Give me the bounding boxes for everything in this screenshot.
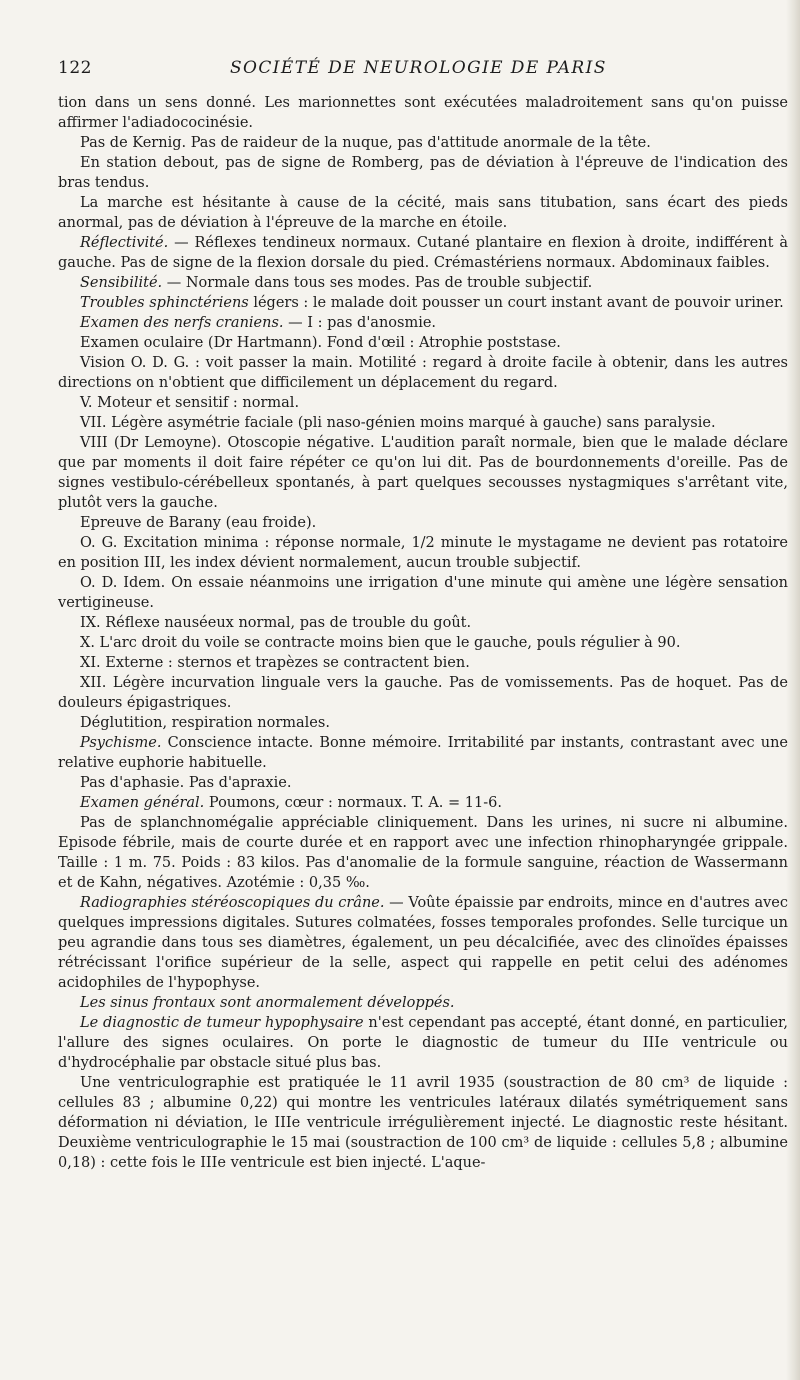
paragraph: [58, 413, 788, 433]
paragraph: [58, 653, 788, 673]
paragraph: [58, 773, 788, 793]
paragraph: [58, 133, 788, 153]
paragraph-lead: Examen des nerfs craniens.: [80, 315, 284, 331]
paragraph: [58, 573, 788, 613]
paragraph-text: IX. Réflexe nauséeux normal, pas de trouble du goût.: [80, 615, 472, 631]
paragraph-text: Une ventriculographie est pratiquée le 11 avril 1935 (soustraction de 80 cm³ de liquide : cellules 83 ; albumine 0,22) qui montre les ventricules latéraux dilatés symétriquement sans déformation ni déviation, le IIIe ventricule irrégulièrement injecté. Le diagnostic reste hésitant. Deuxième ventriculographie le 15 mai (soustraction de 100 cm³ de liquide : cellules 5,8 ; albumine 0,18) : cette fois le IIIe ventricule est bien injecté. L'aque-: [58, 1075, 788, 1171]
paragraph-text: Examen oculaire (Dr Hartmann). Fond d'œil : Atrophie poststase.: [80, 335, 561, 351]
paragraph-lead: Radiographies stéréoscopiques du crâne.: [80, 895, 385, 911]
paragraph-text: V. Moteur et sensitif : normal.: [80, 395, 300, 411]
page-number: 122: [58, 58, 92, 78]
paragraph-text: Conscience intacte. Bonne mémoire. Irritabilité par instants, contrastant avec une relative euphorie habituelle.: [58, 735, 788, 771]
paragraph: [58, 673, 788, 713]
paragraph-text: Pas d'aphasie. Pas d'apraxie.: [80, 775, 292, 791]
paragraph: [58, 353, 788, 393]
paragraph: [58, 333, 788, 353]
paragraph: [58, 733, 788, 773]
paragraph: [58, 433, 788, 513]
paragraph-lead: Psychisme.: [80, 735, 162, 751]
paragraph-text: La marche est hésitante à cause de la cécité, mais sans titubation, sans écart des pieds anormal, pas de déviation à l'épreuve de la marche en étoile.: [58, 195, 788, 231]
paragraph-text: X. L'arc droit du voile se contracte moins bien que le gauche, pouls régulier à 90.: [80, 635, 681, 651]
paragraph: [58, 513, 788, 533]
paragraph-text: VIII (Dr Lemoyne). Otoscopie négative. L'audition paraît normale, bien que le malade déclare que par moments il doit faire répéter ce qu'on lui dit. Pas de bourdonnements d'oreille. Pas de signes vestibulo-cérébelleux spontanés, à part quelques secousses nystagmiques s'arrêtant vite, plutôt vers la gauche.: [58, 435, 788, 511]
paragraph-text: — Voûte épaissie par endroits, mince en d'autres avec quelques impressions digitales. Sutures colmatées, fosses temporales profondes. Selle turcique un peu agrandie dans tous ses diamètres, également, un peu décalcifiée, avec des clinoïdes épaisses rétrécissant l'orifice supérieur de la selle, aspect qui rappelle en petit celui des adénomes acidophiles de l'hypophyse.: [58, 895, 788, 991]
paragraph: [58, 313, 788, 333]
paragraph: [58, 153, 788, 193]
running-title: SOCIÉTÉ DE NEUROLOGIE DE PARIS: [230, 58, 607, 78]
paragraph-text: XII. Légère incurvation linguale vers la gauche. Pas de vomissements. Pas de hoquet. Pas de douleurs épigastriques.: [58, 675, 788, 711]
paragraph-lead: Les sinus frontaux sont anormalement développés.: [80, 995, 455, 1011]
paragraph: [58, 633, 788, 653]
page-header: [58, 58, 780, 84]
paragraph: [58, 613, 788, 633]
paragraph-text: Pas de Kernig. Pas de raideur de la nuque, pas d'attitude anormale de la tête.: [80, 135, 651, 151]
paragraph-text: Pas de splanchnomégalie appréciable cliniquement. Dans les urines, ni sucre ni albumine. Episode fébrile, mais de courte durée et en rapport avec une infection rhinopharyngée grippale. Taille : 1 m. 75. Poids : 83 kilos. Pas d'anomalie de la formule sanguine, réaction de Wassermann et de Kahn, négatives. Azotémie : 0,35 ‰.: [58, 815, 788, 891]
body-text: [58, 93, 788, 1173]
paragraph: [58, 273, 788, 293]
paragraph-lead: Sensibilité.: [80, 275, 163, 291]
paragraph: [58, 233, 788, 273]
page-edge-shadow: [786, 0, 800, 1380]
paragraph: [58, 1013, 788, 1073]
paragraph-lead: Troubles sphinctériens: [80, 295, 249, 311]
paragraph-text: O. D. Idem. On essaie néanmoins une irrigation d'une minute qui amène une légère sensation vertigineuse.: [58, 575, 788, 611]
paragraph-lead: Le diagnostic de tumeur hypophysaire: [80, 1015, 364, 1031]
paragraph-text: XI. Externe : sternos et trapèzes se contractent bien.: [80, 655, 470, 671]
paragraph: [58, 993, 788, 1013]
paragraph: [58, 193, 788, 233]
paragraph-text: En station debout, pas de signe de Romberg, pas de déviation à l'épreuve de l'indication des bras tendus.: [58, 155, 788, 191]
paragraph: [58, 793, 788, 813]
paragraph: [58, 93, 788, 133]
paragraph: [58, 393, 788, 413]
paragraph-lead: Examen général.: [80, 795, 205, 811]
paragraph: [58, 813, 788, 893]
paragraph-text: VII. Légère asymétrie faciale (pli naso-génien moins marqué à gauche) sans paralysie.: [80, 415, 716, 431]
paragraph: [58, 293, 788, 313]
paragraph-text: — Réflexes tendineux normaux. Cutané plantaire en flexion à droite, indifférent à gauche. Pas de signe de la flexion dorsale du pied. Crémastériens normaux. Abdominaux faibles.: [58, 235, 788, 271]
paragraph-text: Déglutition, respiration normales.: [80, 715, 330, 731]
paragraph: [58, 893, 788, 993]
paragraph: [58, 533, 788, 573]
paragraph-text: — Normale dans tous ses modes. Pas de trouble subjectif.: [162, 275, 593, 291]
paragraph-text: — I : pas d'anosmie.: [283, 315, 437, 331]
paragraph: [58, 713, 788, 733]
paragraph-text: tion dans un sens donné. Les marionnettes sont exécutées maladroitement sans qu'on puisse affirmer l'adiadococinésie.: [58, 95, 788, 131]
paragraph-text: Vision O. D. G. : voit passer la main. Motilité : regard à droite facile à obtenir, dans les autres directions on n'obtient que difficilement un déplacement du regard.: [58, 355, 788, 391]
paragraph-text: Epreuve de Barany (eau froide).: [80, 515, 317, 531]
paragraph-text: légers : le malade doit pousser un court instant avant de pouvoir uriner.: [248, 295, 784, 311]
paragraph: [58, 1073, 788, 1173]
paragraph-text: Poumons, cœur : normaux. T. A. = 11-6.: [204, 795, 502, 811]
paragraph-text: O. G. Excitation minima : réponse normale, 1/2 minute le mystagame ne devient pas rotatoire en position III, les index dévient normalement, aucun trouble subjectif.: [58, 535, 788, 571]
paragraph-text: n'est cependant pas accepté, étant donné, en particulier, l'allure des signes oculaires. On porte le diagnostic de tumeur du IIIe ventricule ou d'hydrocéphalie par obstacle situé plus bas.: [58, 1015, 788, 1071]
paragraph-lead: Réflectivité.: [80, 235, 169, 251]
